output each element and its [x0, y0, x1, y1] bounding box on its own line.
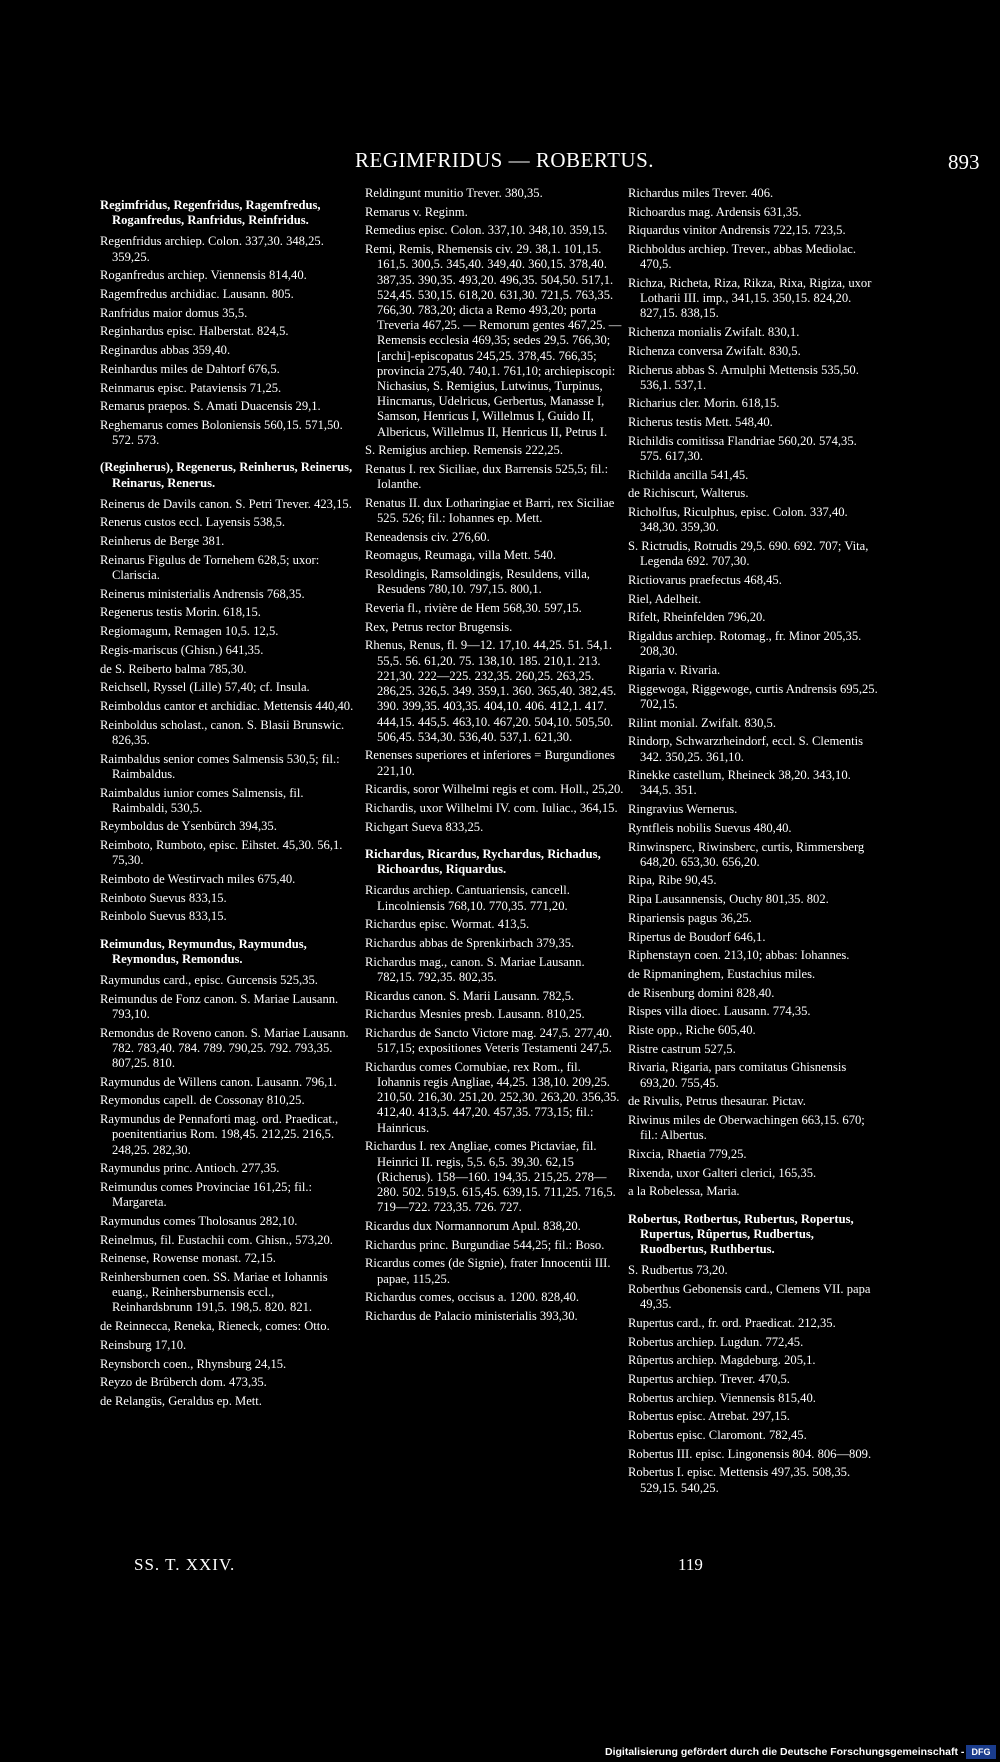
index-entry: Richildis comitissa Flandriae 560,20. 574,35. 575. 617,30. [628, 433, 857, 464]
index-entry: Richardus comes, occisus a. 1200. 828,40. [365, 1290, 580, 1305]
index-entry: Reinbolo Suevus 833,15. [100, 909, 227, 924]
index-entry: Richarius cler. Morin. 618,15. [628, 396, 780, 411]
index-entry: Reichsell, Ryssel (Lille) 57,40; cf. Insula. [100, 680, 310, 695]
index-entry: Riphenstayn coen. 213,10; abbas: Iohannes. [628, 948, 850, 963]
index-entry: S. Remigius archiep. Remensis 222,25. [365, 443, 563, 458]
running-header [0, 148, 1000, 178]
index-entry: Reinerus ministerialis Andrensis 768,35. [100, 586, 305, 601]
index-entry: Renatus I. rex Siciliae, dux Barrensis 525,5; fil.: Iolanthe. [365, 461, 609, 492]
index-column-middle [365, 186, 625, 1328]
index-entry: Rinekke castellum, Rheineck 38,20. 343,10. 344,5. 351. [628, 768, 851, 798]
index-entry: Renatus II. dux Lotharingiae et Barri, rex Siciliae 525. 526; fil.: Iohannes ep. Mett. [365, 495, 615, 526]
index-entry: Raimbaldus senior comes Salmensis 530,5; fil.: Raimbaldus. [100, 751, 340, 781]
index-entry: Richardus princ. Burgundiae 544,25; fil.: Boso. [365, 1237, 605, 1252]
index-entry: de Reinnecca, Reneka, Rieneck, comes: Otto. [100, 1319, 330, 1334]
index-entry: Ricardus canon. S. Marii Lausann. 782,5. [365, 988, 575, 1003]
page-number: 893 [948, 150, 980, 174]
index-entry: Reginardus abbas 359,40. [100, 343, 231, 358]
index-entry: Richenza monialis Zwifalt. 830,1. [628, 325, 800, 340]
index-entry: Ripa Lausannensis, Ouchy 801,35. 802. [628, 892, 829, 907]
index-entry: Richardus I. rex Angliae, comes Pictaviae, fil. Heinrici II. regis, 5,5. 6,5. 39,30. 62,15 (Richerus). 158—160. 194,35. 215,25. 278—280. 502. 519,5. 615,45. 639,15. 711,25. 716,5. 719—722. 723,35. 726. 727. [365, 1139, 616, 1215]
index-entry: Riel, Adelheit. [628, 591, 702, 606]
index-entry: Reimundus comes Provinciae 161,25; fil.: Margareta. [100, 1179, 312, 1210]
index-entry: Riggewoga, Riggewoge, curtis Andrensis 695,25. 702,15. [628, 681, 878, 711]
index-entry: Reymboldus de Ysenbürch 394,35. [100, 819, 277, 834]
index-entry: Rictiovarus praefectus 468,45. [628, 572, 782, 587]
index-entry: Regenerus testis Morin. 618,15. [100, 605, 261, 620]
index-entry: Raymundus comes Tholosanus 282,10. [100, 1213, 298, 1228]
index-entry: Raimbaldus iunior comes Salmensis, fil. Raimbaldi, 530,5. [100, 785, 304, 815]
index-entry: Raymundus de Willens canon. Lausann. 796,1. [100, 1074, 337, 1089]
index-entry: Reimboldus cantor et archidiac. Mettensis 440,40. [100, 698, 354, 713]
index-entry: S. Rudbertus 73,20. [628, 1263, 728, 1278]
index-entry: Reymondus capell. de Cossonay 810,25. [100, 1093, 305, 1108]
index-entry: Robertus episc. Claromont. 782,45. [628, 1428, 807, 1443]
index-entry: de Relangüs, Geraldus ep. Mett. [100, 1393, 262, 1408]
index-entry: Reinmarus episc. Pataviensis 71,25. [100, 380, 282, 395]
index-entry: Raymundus princ. Antioch. 277,35. [100, 1161, 280, 1176]
index-entry: Richardis, uxor Wilhelmi IV. com. Iuliac., 364,15. [365, 801, 618, 816]
index-entry: Regenfridus archiep. Colon. 337,30. 348,25. 359,25. [100, 234, 324, 264]
index-entry: Richardus de Palacio ministerialis 393,30. [365, 1308, 578, 1323]
index-entry: Reinense, Rowense monast. 72,15. [100, 1251, 276, 1266]
index-entry: Robertus archiep. Viennensis 815,40. [628, 1390, 816, 1405]
index-entry: Ripertus de Boudorf 646,1. [628, 929, 766, 944]
index-entry: Rupertus card., fr. ord. Praedicat. 212,35. [628, 1315, 836, 1330]
index-entry: Rindorp, Schwarzrheindorf, eccl. S. Clementis 342. 350,25. 361,10. [628, 734, 864, 764]
sheet-signature: 119 [678, 1555, 703, 1574]
index-entry: Riwinus miles de Oberwachingen 663,15. 670; fil.: Albertus. [628, 1113, 865, 1143]
index-entry: Rixenda, uxor Galteri clerici, 165,35. [628, 1165, 817, 1180]
index-entry: Reinhardus miles de Dahtorf 676,5. [100, 361, 280, 376]
index-entry: a la Robelessa, Maria. [628, 1184, 740, 1199]
index-entry: Regiomagum, Remagen 10,5. 12,5. [100, 624, 279, 639]
index-entry: Roganfredus archiep. Viennensis 814,40. [100, 268, 307, 283]
index-entry: Rex, Petrus rector Brugensis. [365, 619, 513, 634]
index-entry: Richardus abbas de Sprenkirbach 379,35. [365, 935, 575, 950]
index-entry: Richardus Mesnies presb. Lausann. 810,25. [365, 1007, 585, 1022]
index-entry: Rupertus archiep. Trever. 470,5. [628, 1371, 790, 1386]
index-entry: Reldingunt munitio Trever. 380,35. [365, 186, 543, 200]
index-entry: de Richiscurt, Walterus. [628, 486, 749, 501]
index-entry: Reimboto, Rumboto, episc. Eihstet. 45,30. 56,1. 75,30. [100, 838, 343, 868]
index-entry: Reimundus de Fonz canon. S. Mariae Lausann. 793,10. [100, 991, 339, 1021]
index-entry: Ristre castrum 527,5. [628, 1041, 736, 1056]
index-entry: Raymundus de Pennaforti mag. ord. Praedicat., poenitentiarius Rom. 198,45. 212,25. 216,5. 248,25. 282,30. [100, 1112, 339, 1157]
index-entry: Remedius episc. Colon. 337,10. 348,10. 359,15. [365, 223, 608, 238]
index-entry: Remarus v. Reginm. [365, 204, 468, 219]
index-entry: Richardus miles Trever. 406. [628, 186, 774, 200]
index-group-heading: Reimundus, Reymundus, Raymundus, Reymondus, Remondus. [100, 936, 307, 966]
index-entry: Reinhersburnen coen. SS. Mariae et Iohannis euang., Reinhersburnensis eccl., Reinhardsbrunn 191,5. 198,5. 820. 821. [100, 1269, 328, 1315]
index-entry: Robertus archiep. Lugdun. 772,45. [628, 1334, 804, 1349]
index-entry: Richardus de Sancto Victore mag. 247,5. 277,40. 517,15; expositiones Veteris Testamenti 247,5. [365, 1025, 612, 1056]
index-entry: Rigaria v. Rivaria. [628, 662, 721, 677]
index-entry: Ricardus dux Normannorum Apul. 838,20. [365, 1218, 581, 1233]
index-entry: Reomagus, Reumaga, villa Mett. 540. [365, 548, 556, 563]
index-entry: Ripa, Ribe 90,45. [628, 873, 717, 888]
index-entry: Reghemarus comes Boloniensis 560,15. 571,50. 572. 573. [100, 417, 343, 448]
index-entry: Richardus comes Cornubiae, rex Rom., fil. Iohannis regis Angliae, 44,25. 138,10. 209,25. 210,50. 216,30. 251,20. 252,30. 263,20. 356,35. 412,40. 413,5. 447,20. 457,35. 773,15; fil.: Hainricus. [365, 1059, 620, 1135]
index-entry: Richboldus archiep. Trever., abbas Mediolac. 470,5. [628, 242, 857, 272]
index-entry: Reveria fl., rivière de Hem 568,30. 597,15. [365, 601, 582, 616]
index-entry: Reinboldus scholast., canon. S. Blasii Brunswic. 826,35. [100, 717, 345, 747]
index-entry: Rispes villa dioec. Lausann. 774,35. [628, 1004, 811, 1019]
index-entry: de Rivulis, Petrus thesaurar. Pictav. [628, 1094, 806, 1109]
index-entry: de S. Reiberto balma 785,30. [100, 661, 247, 676]
index-entry: Ricardis, soror Wilhelmi regis et com. Holl., 25,20. [365, 782, 624, 797]
index-group-heading: Regimfridus, Regenfridus, Ragemfredus, Roganfredus, Ranfridus, Reinfridus. [100, 198, 321, 228]
index-entry: Rixcia, Rhaetia 779,25. [628, 1146, 747, 1161]
volume-signature: SS. T. XXIV. [134, 1555, 236, 1574]
index-entry: Ryntfleis nobilis Suevus 480,40. [628, 820, 792, 835]
index-entry: Renenses superiores et inferiores = Burgundiones 221,10. [365, 748, 615, 778]
index-entry: Robertus III. episc. Lingonensis 804. 806—809. [628, 1446, 872, 1461]
index-entry: Reinelmus, fil. Eustachii com. Ghisn., 573,20. [100, 1232, 333, 1247]
index-entry: Richgart Sueva 833,25. [365, 819, 484, 834]
index-entry: Reginhardus episc. Halberstat. 824,5. [100, 324, 289, 339]
index-entry: Rifelt, Rheinfelden 796,20. [628, 610, 766, 625]
index-entry: Remarus praepos. S. Amati Duacensis 29,1. [100, 399, 321, 414]
index-entry: Richolfus, Riculphus, episc. Colon. 337,40. 348,30. 359,30. [628, 505, 848, 535]
index-entry: Reinerus de Davils canon. S. Petri Trever. 423,15. [100, 496, 352, 511]
index-column-right [628, 186, 878, 1499]
index-entry: Ranfridus maior domus 35,5. [100, 305, 248, 320]
index-entry: Richenza conversa Zwifalt. 830,5. [628, 343, 801, 358]
index-entry: Richerus abbas S. Arnulphi Mettensis 535,50. 536,1. 537,1. [628, 362, 859, 392]
index-group-heading: (Reginherus), Regenerus, Reinherus, Reinerus, Reinarus, Renerus. [100, 460, 353, 490]
index-entry: de Risenburg domini 828,40. [628, 985, 775, 1000]
index-entry: Riquardus vinitor Andrensis 722,15. 723,5. [628, 223, 846, 238]
index-entry: Rivaria, Rigaria, pars comitatus Ghisnensis 693,20. 755,45. [628, 1060, 847, 1090]
index-entry: Ringravius Wernerus. [628, 802, 738, 817]
index-entry: Richerus testis Mett. 548,40. [628, 415, 773, 430]
index-entry: Robertus I. episc. Mettensis 497,35. 508,35. 529,15. 540,25. [628, 1465, 851, 1495]
index-entry: Riste opp., Riche 605,40. [628, 1023, 756, 1038]
index-entry: Reynsborch coen., Rhynsburg 24,15. [100, 1356, 287, 1371]
index-entry: Renerus custos eccl. Layensis 538,5. [100, 515, 286, 530]
index-entry: Reneadensis civ. 276,60. [365, 529, 490, 544]
index-entry: Rinwinsperc, Riwinsberc, curtis, Rimmersberg 648,20. 653,30. 656,20. [628, 839, 865, 869]
index-entry: Reinarus Figulus de Tornehem 628,5; uxor: Clariscia. [100, 552, 320, 583]
index-entry: Roberthus Gebonensis card., Clemens VII. papa 49,35. [628, 1281, 871, 1312]
index-entry: Richardus episc. Wormat. 413,5. [365, 917, 530, 932]
index-entry: Rûpertus archiep. Magdeburg. 205,1. [628, 1353, 816, 1368]
index-entry: Richza, Richeta, Riza, Rikza, Rixa, Rigiza, uxor Lotharii III. imp., 341,15. 350,15. 824,20. 827,15. 838,15. [628, 276, 872, 321]
digitization-credit: Digitalisierung gefördert durch die Deutsche Forschungsgemeinschaft - [605, 1746, 965, 1758]
index-entry: Remi, Remis, Rhemensis civ. 29. 38,1. 101,15. 161,5. 300,5. 345,40. 349,40. 360,15. 378,40. 387,35. 390,35. 493,20. 496,35. 504,50. 517,1. 524,45. 530,15. 618,20. 631,30. 721,5. 763,35. 766,30. 783,20; dicta a Remo 493,20; porta Treveria 467,25. — Remorum gentes 467,25. — Remensis ecclesia 469,35; sedes 29,5. 766,30; [archi]-episcopatus 245,25. 378,45. 766,35; provincia 275,40. 740,1. 761,10; archiepiscopi: Nichasius, S. Remigius, Lutwinus, Turpinus, Hincmarus, Udelricus, Gerbertus, Manasse I, Samson, Henricus I, Willelmus I, Guido II, Albericus, Willelmus II, Henricus II, Petrus I. [365, 242, 622, 439]
index-entry: Resoldingis, Ramsoldingis, Resuldens, villa, Resudens 780,10. 797,15. 800,1. [365, 567, 590, 597]
header-title: REGIMFRIDUS — ROBERTUS. [355, 148, 655, 172]
index-entry: Reinsburg 17,10. [100, 1337, 187, 1352]
index-entry: Ripariensis pagus 36,25. [628, 910, 752, 925]
index-entry: Reinboto Suevus 833,15. [100, 890, 227, 905]
index-entry: Richardus mag., canon. S. Mariae Lausann. 782,15. 792,35. 802,35. [365, 954, 585, 984]
index-entry: Rhenus, Renus, fl. 9—12. 17,10. 44,25. 51. 54,1. 55,5. 56. 61,20. 75. 138,10. 185. 210,1. 213. 221,30. 222—225. 232,35. 260,25. 263,25. 286,25. 326,5. 349. 359,1. 360. 365,40. 382,45. 390. 399,35. 403,35. 404,10. 406. 412,1. 417. 444,15. 445,5. 463,10. 467,20. 504,10. 505,50. 506,45. 534,30. 536,40. 537,1. 621,30. [365, 638, 617, 744]
index-entry: Remondus de Roveno canon. S. Mariae Lausann. 782. 783,40. 784. 789. 790,25. 792. 793,35. 807,25. 810. [100, 1025, 349, 1071]
dfg-logo[interactable]: DFG [966, 1745, 996, 1759]
index-entry: Raymundus card., episc. Gurcensis 525,35. [100, 973, 318, 988]
index-entry: Rilint monial. Zwifalt. 830,5. [628, 715, 776, 730]
index-entry: Robertus episc. Atrebat. 297,15. [628, 1409, 790, 1424]
index-group-heading: Robertus, Rotbertus, Rubertus, Ropertus, Rupertus, Rûpertus, Rudbertus, Ruodbertus, Ruthbertus. [628, 1211, 854, 1256]
index-entry: Reinherus de Berge 381. [100, 534, 225, 549]
index-entry: Ragemfredus archidiac. Lausann. 805. [100, 287, 294, 302]
index-entry: Ricardus archiep. Cantuariensis, cancell. Lincolniensis 768,10. 770,35. 771,20. [365, 883, 570, 913]
index-entry: de Ripmaninghem, Eustachius miles. [628, 966, 816, 981]
index-entry: Regis-mariscus (Ghisn.) 641,35. [100, 642, 264, 657]
index-entry: Reyzo de Brûberch dom. 473,35. [100, 1375, 267, 1390]
index-entry: Richilda ancilla 541,45. [628, 467, 749, 482]
index-entry: Reimboto de Westirvach miles 675,40. [100, 872, 296, 887]
index-entry: Rigaldus archiep. Rotomag., fr. Minor 205,35. 208,30. [628, 629, 862, 659]
index-entry: Ricardus comes (de Signie), frater Innocentii III. papae, 115,25. [365, 1256, 611, 1286]
index-group-heading: Richardus, Ricardus, Rychardus, Richadus, Richoardus, Riquardus. [365, 846, 601, 877]
index-column-left [100, 186, 354, 1413]
index-entry: Richoardus mag. Ardensis 631,35. [628, 204, 802, 219]
index-entry: S. Rictrudis, Rotrudis 29,5. 690. 692. 707; Vita, Legenda 692. 707,30. [628, 539, 869, 569]
